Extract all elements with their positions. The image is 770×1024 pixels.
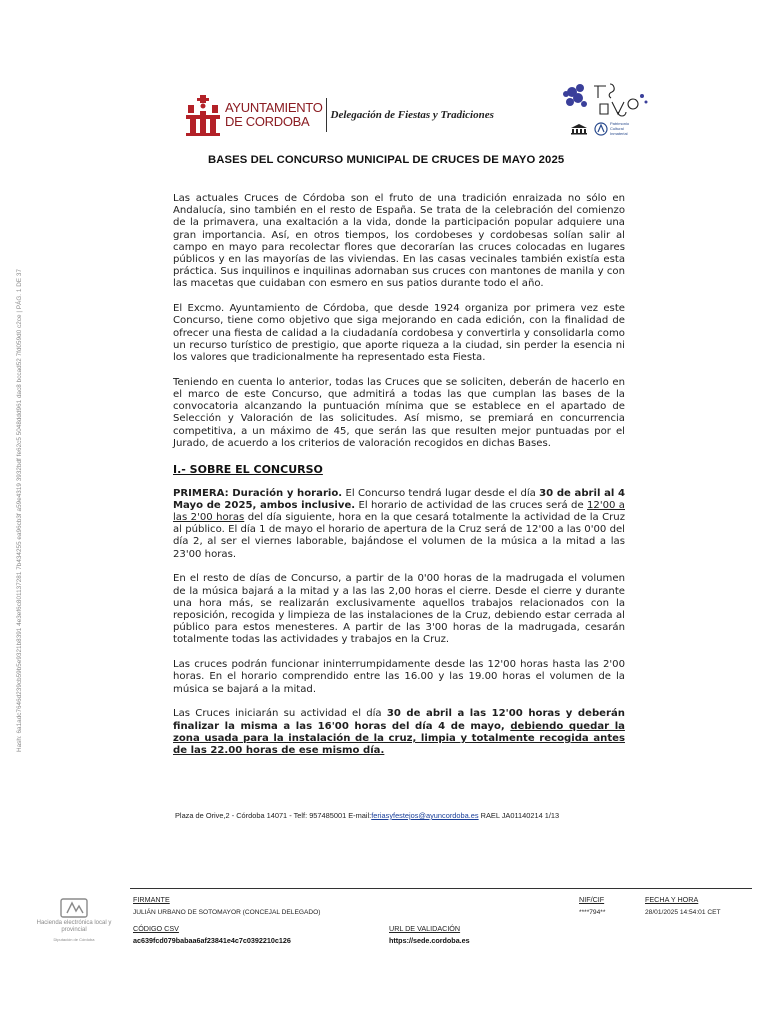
email-link[interactable]: feriasyfestejos@ayuncordoba.es [371, 811, 479, 820]
paragraph-intro: Las actuales Cruces de Córdoba son el fruto de una tradición enraizada no sólo en Andalucía, sino también en el resto de España. Se trata de la celebración del comienzo de la primavera, una exaltación a la vida, donde la participación popular adquiere una gran importancia. Así, en otros tiempos, los cordobeses y cordobesas solían salir al campo en mayo para recolectar flores que decorarían las cruces colocadas en lugares públicos y en las mayorías de las viviendas. En las casas vecinales también existía esta práctica. Sus inquilinos e inquilinas adornaban sus cruces con mantones de manila y con las macetas que cuidaban con esmero en sus patios durante todo el año. [173, 193, 625, 290]
hacienda-sub: Diputación de Córdoba [53, 937, 95, 942]
patios-logo [558, 78, 650, 138]
header-separator [326, 98, 327, 132]
paragraph-concurso: Teniendo en cuenta lo anterior, todas las Cruces que se soliciten, deberán de hacerlo en el marco de este Concurso, que admitirá a todas las que cumplan las bases de la convocatoria alcanzando la puntuación mínima que se establece en el apartado de Selección y Valoración de las solicitudes. Así mismo, se premiará en concurrencia competitiva, a un máximo de 45, que serán las que resulten mejor puntuadas por el Jurado, de acuerdo a los criterios de valoración recogidos en dichas Bases. [173, 376, 625, 449]
nif-label: NIF/CIF [579, 895, 605, 904]
page-title: BASES DEL CONCURSO MUNICIPAL DE CRUCES DE MAYO 2025 [208, 154, 565, 166]
document-hash: Hash: 6a1adc7646d239cb59b5e9321b8391 4e3ef6c801137281 7b434255 ea96cb3f a59e4319 3932bdf fe62c5 5048ddd961 dac8 bccad52 7fd059d0 c2ce | PÁG. 1 DE 37 [16, 269, 23, 752]
document-body [173, 193, 625, 770]
ayuntamiento-logo [184, 93, 494, 137]
csv-value[interactable]: ac639fcd079babaa6af23841e4c7c0392210c126 [133, 936, 291, 945]
unesco-icon [570, 123, 588, 135]
primera-heading: PRIMERA: Duración y horario. [173, 487, 343, 499]
address-footer: Plaza de Orive,2 - Córdoba 14071 - Telf: 957485001 E-mail:feriasyfestejos@ayuncordoba.es RAEL JA01140214 1/13 [175, 811, 560, 820]
primera-hours: 12'00 a las 2'00 horas [173, 499, 625, 524]
recogida-notice: debiendo quedar la zona usada para la instalación de la cruz, limpia y totalmente recogida antes de las 22.00 horas de ese mismo día. [173, 720, 625, 757]
signature-divider [130, 888, 752, 889]
ayuntamiento-line2: DE CORDOBA [225, 114, 310, 129]
patrimonio-icon [594, 122, 608, 136]
fecha-label: FECHA Y HORA [645, 895, 699, 904]
url-value[interactable]: https://sede.cordoba.es [389, 936, 470, 945]
delegacion-title: Delegación de Fiestas y Tradiciones [330, 109, 494, 121]
paragraph-resto-dias: En el resto de días de Concurso, a partir de la 0'00 horas de la madrugada el volumen de la música bajará a la mitad y a las las 2,00 horas el cierre. Desde el cierre y durante una hora más, se realizarán exclusivamente aquellos trabajos relacionados con la reposición, recogida y limpieza de las instalaciones de la Cruz, debiendo estar cerrada al público para estos menesteres. A partir de las 3'00 horas de la madrugada, cesarán totalmente todas las actividades y trabajos en la Cruz. [173, 573, 625, 646]
hacienda-text: Hacienda electrónica local y provincial [36, 920, 112, 933]
url-label: URL DE VALIDACIÓN [389, 924, 461, 933]
hacienda-logo [34, 898, 114, 943]
nif-value: ****794** [579, 909, 606, 916]
paragraph-ayuntamiento: El Excmo. Ayuntamiento de Córdoba, que desde 1924 organiza por primera vez este Concurso, tiene como objetivo que siga mejorando en cada edición, con la finalidad de ofrecer una fiesta de calidad a la ciudadanía cordobesa y convertirla y consolidarla como un recurso turístico de prestigio, que aporte riqueza a la ciudad, sin perder la esencia ni los valores que tradicionalmente ha representado esta Fiesta. [173, 303, 625, 364]
patrimonio-text: Patrimonio Cultural Inmaterial [610, 121, 630, 136]
section-heading: I.- SOBRE EL CONCURSO [173, 462, 323, 476]
firmante-label: FIRMANTE [133, 895, 170, 904]
fecha-value: 28/01/2025 14:54:01 CET [645, 909, 721, 916]
primera-dates: 30 de abril al 4 Mayo de 2025, ambos inclusive. [173, 487, 625, 511]
cordoba-crest-icon [184, 93, 222, 137]
csv-label: CÓDIGO CSV [133, 924, 179, 933]
paragraph-primera: PRIMERA: Duración y horario. El Concurso tendrá lugar desde el día 30 de abril al 4 Mayo de 2025, ambos inclusive. El horario de actividad de las cruces será de 12'00 a las 2'00 horas del día siguiente, hora en la que cesará totalmente la actividad de la Cruz al público. El día 1 de mayo el horario de apertura de la Cruz será de 12'00 a las 0'00 del día 2, al ser el viernes laborable, bajándose el volumen de la música a la mitad a las 23'00 horas. [173, 487, 626, 560]
firmante-value: JULIÁN URBANO DE SOTOMAYOR (CONCEJAL DELEGADO) [133, 909, 321, 916]
patios-logo-icon [558, 78, 650, 120]
hacienda-icon [59, 898, 89, 918]
paragraph-inicio: Las Cruces iniciarán su actividad el día 30 de abril a las 12'00 horas y deberán finalizar la misma a las 16'00 horas del día 4 de mayo, debiendo quedar la zona usada para la instalación de la cruz, limpia y totalmente recogida antes de las 22.00 horas de ese mismo día. [173, 708, 625, 757]
paragraph-funcionamiento: Las cruces podrán funcionar ininterrumpidamente desde las 12'00 horas hasta las 2'00 horas. En el horario comprendido entre las 16.00 y las 19.00 horas el volumen de la música se bajará a la mitad. [173, 659, 625, 695]
ayuntamiento-line1: AYUNTAMIENTO [225, 100, 323, 115]
